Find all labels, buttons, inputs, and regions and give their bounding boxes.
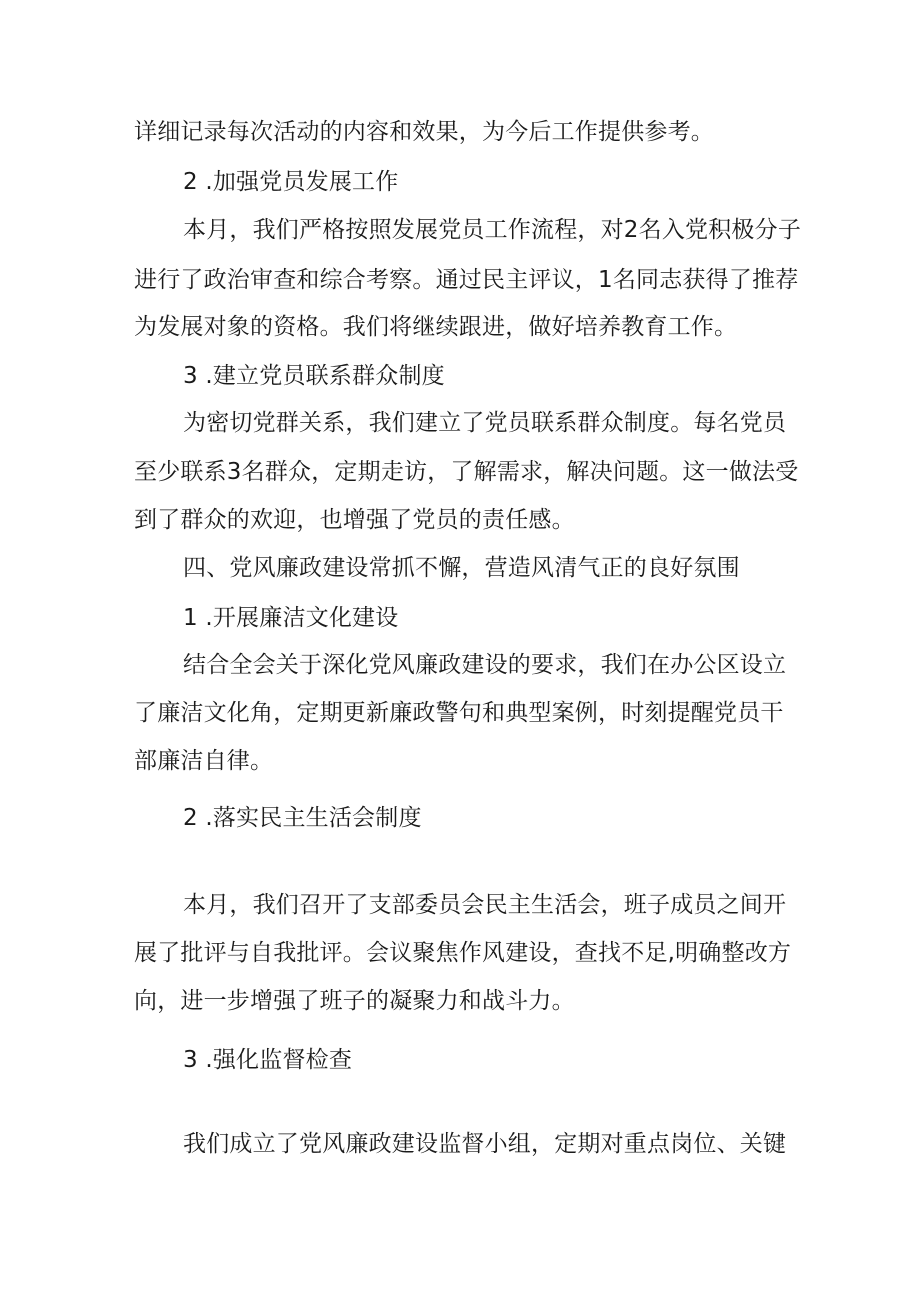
paragraph-line: 本月，我们严格按照发展党员工作流程，对2名入党积极分子: [183, 217, 802, 243]
subheading-3: 3 .强化监督检查: [183, 1047, 353, 1073]
subheading-1: 1 .开展廉洁文化建设: [183, 605, 399, 631]
paragraph-line: 到了群众的欢迎，也增强了党员的责任感。: [134, 507, 575, 533]
subheading-3: 3 .建立党员联系群众制度: [183, 363, 445, 389]
section-heading: 四、党风廉政建设常抓不懈，营造风清气正的良好氛围: [183, 555, 740, 581]
paragraph-line: 详细记录每次活动的内容和效果，为今后工作提供参考。: [134, 119, 714, 145]
paragraph-line: 为密切党群关系，我们建立了党员联系群众制度。每名党员: [183, 410, 787, 436]
paragraph-line: 为发展对象的资格。我们将继续跟进，做好培养教育工作。: [134, 314, 738, 340]
paragraph-line: 结合全会关于深化党风廉政建设的要求，我们在办公区设立: [183, 652, 787, 678]
paragraph-line: 本月，我们召开了支部委员会民主生活会，班子成员之间开: [183, 892, 787, 918]
paragraph-line: 部廉洁自律。: [134, 748, 274, 774]
paragraph-line: 进行了政治审查和综合考察。通过民主评议，1名同志获得了推荐: [134, 267, 799, 293]
paragraph-line: 展了批评与自我批评。会议聚焦作风建设，查找不足,明确整改方: [134, 940, 792, 966]
paragraph-line: 我们成立了党风廉政建设监督小组，定期对重点岗位、关键: [183, 1131, 787, 1157]
subheading-2: 2 .加强党员发展工作: [183, 169, 399, 195]
paragraph-line: 了廉洁文化角，定期更新廉政警句和典型案例，时刻提醒党员干: [134, 700, 784, 726]
paragraph-line: 向，进一步增强了班子的凝聚力和战斗力。: [134, 988, 575, 1014]
subheading-2: 2 .落实民主生活会制度: [183, 805, 422, 831]
paragraph-line: 至少联系3名群众，定期走访，了解需求，解决问题。这一做法受: [134, 459, 799, 485]
